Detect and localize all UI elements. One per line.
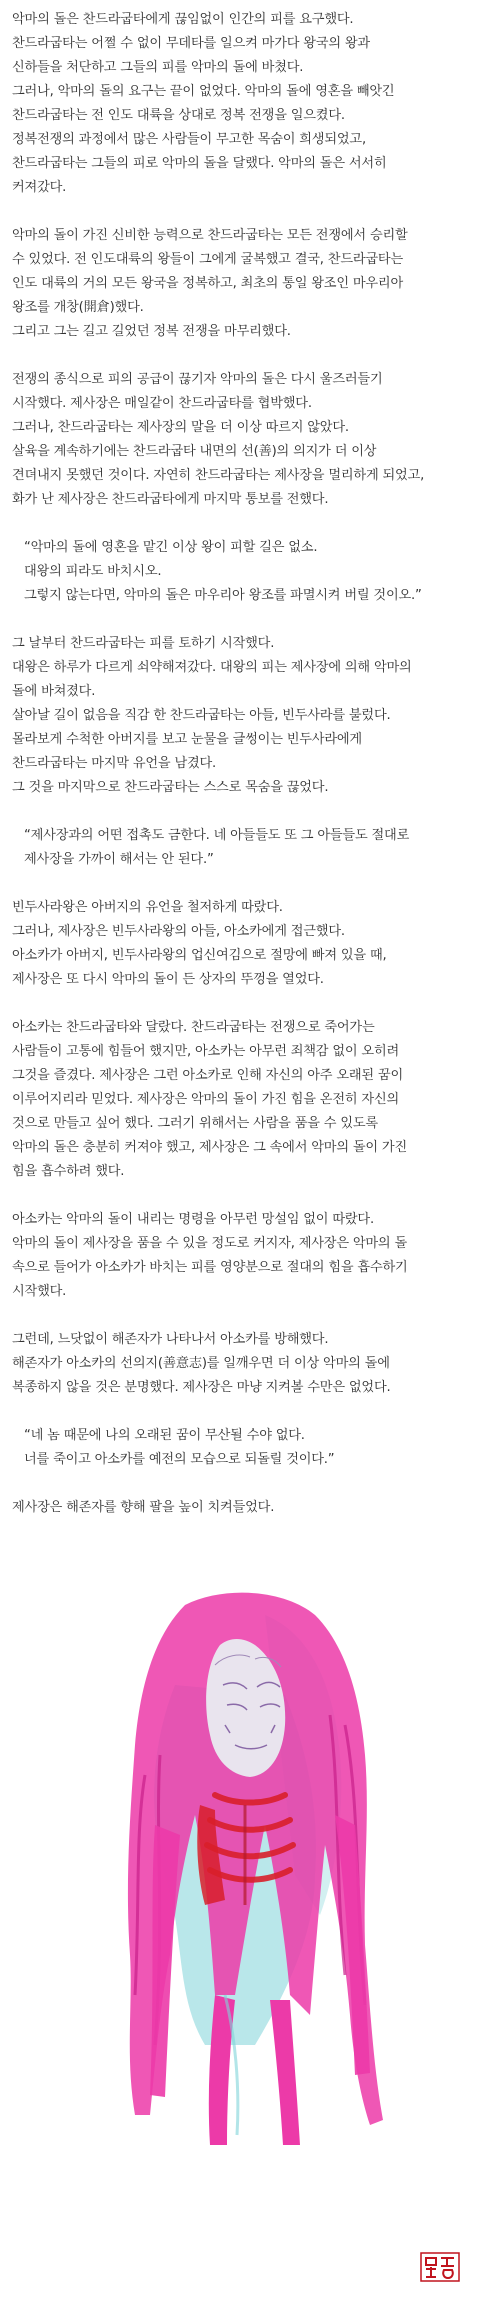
text-line: 신하들을 처단하고 그들의 피를 악마의 돌에 바쳤다. <box>12 60 304 75</box>
text-line: 것으로 만들고 싶어 했다. 그러기 위해서는 사람을 품을 수 있도록 <box>12 1116 378 1131</box>
text-line: 그렇지 않는다면, 악마의 돌은 마우리아 왕조를 파멸시켜 버릴 것이오.” <box>24 588 422 603</box>
text-line: 그러나, 악마의 돌의 요구는 끝이 없었다. 악마의 돌에 영혼을 빼앗긴 <box>12 84 395 99</box>
text-line: 아소카는 찬드라굽타와 달랐다. 찬드라굽타는 전쟁으로 죽어가는 <box>12 1020 375 1035</box>
text-line: 정복전쟁의 과정에서 많은 사람들이 무고한 목숨이 희생되었고, <box>12 132 366 147</box>
text-line: 그러나, 제사장은 빈두사라왕의 아들, 아소카에게 접근했다. <box>12 924 345 939</box>
text-line: 속으로 들어가 아소카가 바치는 피를 영양분으로 절대의 힘을 흡수하기 <box>12 1260 408 1275</box>
text-line: 그리고 그는 길고 길었던 정복 전쟁을 마무리했다. <box>12 324 291 339</box>
story-paragraph <box>12 368 492 512</box>
text-line: “제사장과의 어떤 접촉도 금한다. 네 아들들도 또 그 아들들도 절대로 <box>24 828 410 843</box>
text-line: 전쟁의 종식으로 피의 공급이 끊기자 악마의 돌은 다시 울즈러들기 <box>12 372 383 387</box>
story-paragraph <box>12 224 492 344</box>
text-line: 아소카가 아버지, 빈두사라왕의 업신여김으로 절망에 빠져 있을 때, <box>12 948 387 963</box>
text-line: 수 있었다. 전 인도대륙의 왕들이 그에게 굴복했고 결국, 찬드라굽타는 <box>12 252 404 267</box>
text-line: 복종하지 않을 것은 분명했다. 제사장은 마냥 지켜볼 수만은 없었다. <box>12 1380 391 1395</box>
story-paragraph <box>12 1016 492 1184</box>
text-line: 살육을 계속하기에는 찬드라굽타 내면의 선(善)의 의지가 더 이상 <box>12 444 377 459</box>
text-line: 그것을 즐겼다. 제사장은 그런 아소카로 인해 자신의 아주 오래된 꿈이 <box>12 1068 404 1083</box>
text-line: 제사장은 또 다시 악마의 돌이 든 상자의 뚜껑을 열었다. <box>12 972 324 987</box>
story-text <box>12 8 492 1544</box>
text-line: 살아날 길이 없음을 직감 한 찬드라굽타는 아들, 빈두사라를 불렀다. <box>12 708 391 723</box>
story-paragraph <box>12 1328 492 1400</box>
text-line: 왕조를 개창(開倉)했다. <box>12 300 144 315</box>
text-line: 그 날부터 찬드라굽타는 피를 토하기 시작했다. <box>12 636 275 651</box>
text-line: “네 놈 때문에 나의 오래된 꿈이 무산될 수야 없다. <box>24 1428 305 1443</box>
text-line: 찬드라굽타는 전 인도 대륙을 상대로 정복 전쟁을 일으켰다. <box>12 108 345 123</box>
text-line: 악마의 돌이 가진 신비한 능력으로 찬드라굽타는 모든 전쟁에서 승리할 <box>12 228 408 243</box>
priest-figure-illustration <box>115 1575 390 2155</box>
text-line: 몰라보게 수척한 아버지를 보고 눈물을 글썽이는 빈두사라에게 <box>12 732 362 747</box>
dialogue-quote <box>12 536 492 608</box>
text-line: 힘을 흡수하려 했다. <box>12 1164 125 1179</box>
text-line: 대왕의 피라도 바치시오. <box>24 564 162 579</box>
text-line: 그러나, 찬드라굽타는 제사장의 말을 더 이상 따르지 않았다. <box>12 420 349 435</box>
text-line: 악마의 돌은 충분히 커져야 했고, 제사장은 그 속에서 악마의 돌이 가진 <box>12 1140 408 1155</box>
text-line: 대왕은 하루가 다르게 쇠약해져갔다. 대왕의 피는 제사장에 의해 악마의 <box>12 660 412 675</box>
text-line: 제사장을 가까이 해서는 안 된다.” <box>24 852 214 867</box>
dialogue-quote <box>12 1424 492 1472</box>
text-line: “악마의 돌에 영혼을 맡긴 이상 왕이 피할 길은 없소. <box>24 540 318 555</box>
text-line: 돌에 바쳐졌다. <box>12 684 96 699</box>
dialogue-quote <box>12 824 492 872</box>
text-line: 시작했다. <box>12 1284 67 1299</box>
text-line: 인도 대륙의 거의 모든 왕국을 정복하고, 최초의 통일 왕조인 마우리아 <box>12 276 404 291</box>
text-line: 해존자가 아소카의 선의지(善意志)를 일깨우면 더 이상 악마의 돌에 <box>12 1356 390 1371</box>
text-line: 찬드라굽타는 그들의 피로 악마의 돌을 달랬다. 악마의 돌은 서서히 <box>12 156 387 171</box>
text-line: 아소카는 악마의 돌이 내리는 명령을 아무런 망설임 없이 따랐다. <box>12 1212 374 1227</box>
text-line: 그런데, 느닷없이 해존자가 나타나서 아소카를 방해했다. <box>12 1332 329 1347</box>
story-paragraph <box>12 8 492 200</box>
story-paragraph <box>12 896 492 992</box>
story-paragraph <box>12 632 492 800</box>
text-line: 이루어지리라 믿었다. 제사장은 악마의 돌이 가진 힘을 온전히 자신의 <box>12 1092 400 1107</box>
text-line: 너를 죽이고 아소카를 예전의 모습으로 되돌릴 것이다.” <box>24 1452 335 1467</box>
text-line: 화가 난 제사장은 찬드라굽타에게 마지막 통보를 전했다. <box>12 492 329 507</box>
story-paragraph <box>12 1208 492 1304</box>
text-line: 견뎌내지 못했던 것이다. 자연히 찬드라굽타는 제사장을 멀리하게 되었고, <box>12 468 425 483</box>
text-line: 제사장은 해존자를 향해 팔을 높이 치켜들었다. <box>12 1500 275 1515</box>
text-line: 찬드라굽타는 마지막 유언을 남겼다. <box>12 756 217 771</box>
text-line: 사람들이 고통에 힘들어 했지만, 아소카는 아무런 죄책감 없이 오히려 <box>12 1044 400 1059</box>
text-line: 찬드라굽타는 어쩔 수 없이 무데타를 일으켜 마가다 왕국의 왕과 <box>12 36 370 51</box>
story-paragraph <box>12 1496 492 1520</box>
red-seal-stamp <box>420 2252 460 2282</box>
text-line: 빈두사라왕은 아버지의 유언을 철저하게 따랐다. <box>12 900 283 915</box>
text-line: 시작했다. 제사장은 매일같이 찬드라굽타를 협박했다. <box>12 396 312 411</box>
text-line: 그 것을 마지막으로 찬드라굽타는 스스로 목숨을 끊었다. <box>12 780 329 795</box>
text-line: 커져갔다. <box>12 180 67 195</box>
text-line: 악마의 돌이 제사장을 품을 수 있을 정도로 커지자, 제사장은 악마의 돌 <box>12 1236 408 1251</box>
text-line: 악마의 돌은 찬드라굽타에게 끊임없이 인간의 피를 요구했다. <box>12 12 354 27</box>
